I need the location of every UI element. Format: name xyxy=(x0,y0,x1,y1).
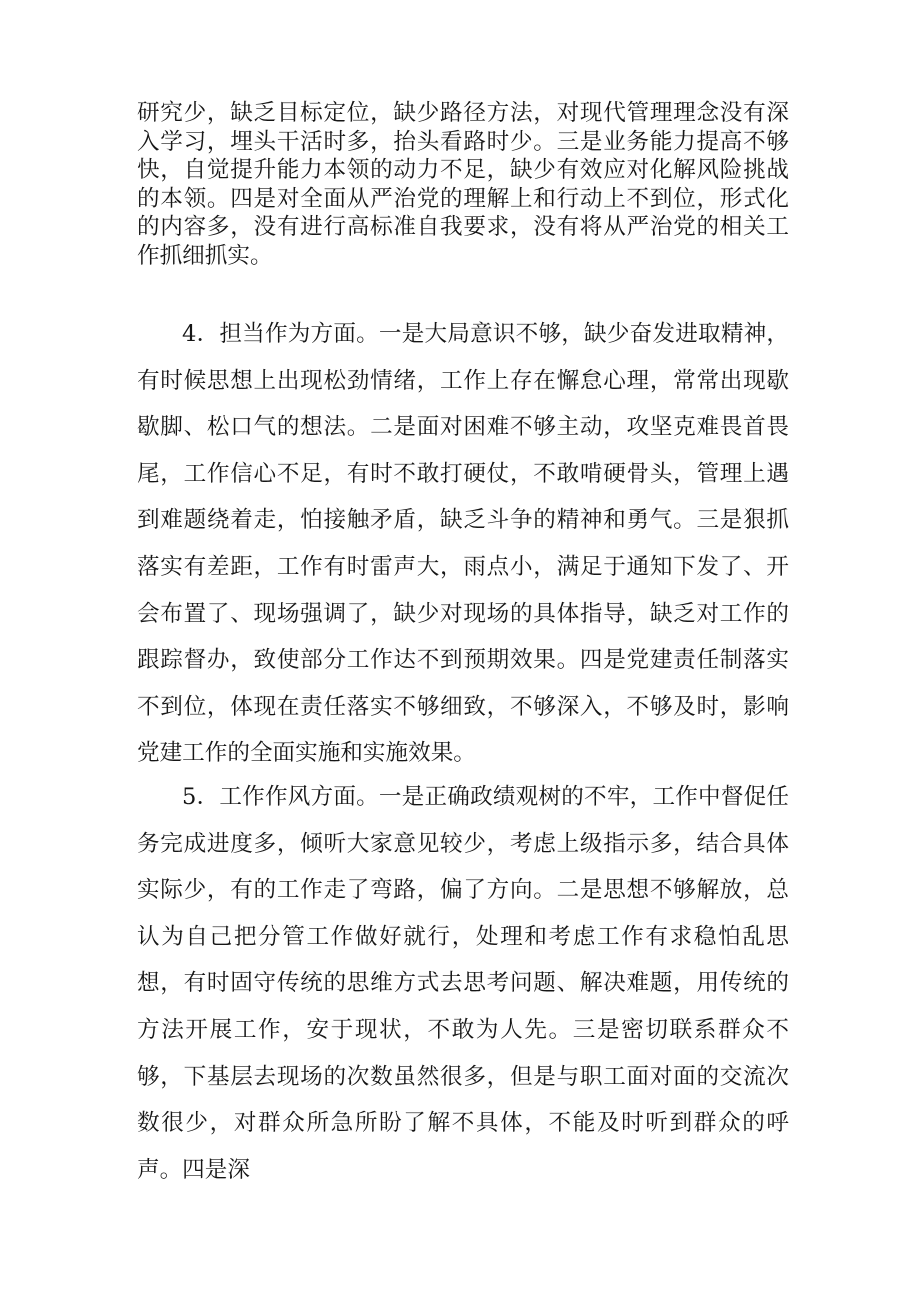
paragraph-section-4: 4．担当作为方面。一是大局意识不够，缺少奋发进取精神，有时候思想上出现松劲情绪，工作上存在懈怠心理，常常出现歇歇脚、松口气的想法。二是面对困难不够主动，攻坚克难畏首畏尾，工作信心不足，有时不敢打硬仗，不敢啃硬骨头，管理上遇到难题绕着走，怕接触矛盾，缺乏斗争的精神和勇气。三是狠抓落实有差距，工作有时雷声大，雨点小，满足于通知下发了、开会布置了、现场强调了，缺少对现场的具体指导，缺乏对工作的跟踪督办，致使部分工作达不到预期效果。四是党建责任制落实不到位，体现在责任落实不够细致，不够深入，不够及时，影响党建工作的全面实施和实施效果。 xyxy=(137,321,789,767)
paragraph-continuation: 研究少，缺乏目标定位，缺少路径方法，对现代管理理念没有深入学习，埋头干活时多，抬头看路时少。三是业务能力提高不够快，自觉提升能力本领的动力不足，缺少有效应对化解风险挑战的本领。四是对全面从严治党的理解上和行动上不到位，形式化的内容多，没有进行高标准自我要求，没有将从严治党的相关工作抓细抓实。 xyxy=(137,100,789,269)
paragraph-section-5: 5．工作作风方面。一是正确政绩观树的不牢，工作中督促任务完成进度多，倾听大家意见较少，考虑上级指示多，结合具体实际少，有的工作走了弯路，偏了方向。二是思想不够解放，总认为自己把分管工作做好就行，处理和考虑工作有求稳怕乱思想，有时固守传统的思维方式去思考问题、解决难题，用传统的方法开展工作，安于现状，不敢为人先。三是密切联系群众不够，下基层去现场的次数虽然很多，但是与职工面对面的交流次数很少，对群众所急所盼了解不具体，不能及时听到群众的呼声。四是深 xyxy=(137,784,789,1183)
